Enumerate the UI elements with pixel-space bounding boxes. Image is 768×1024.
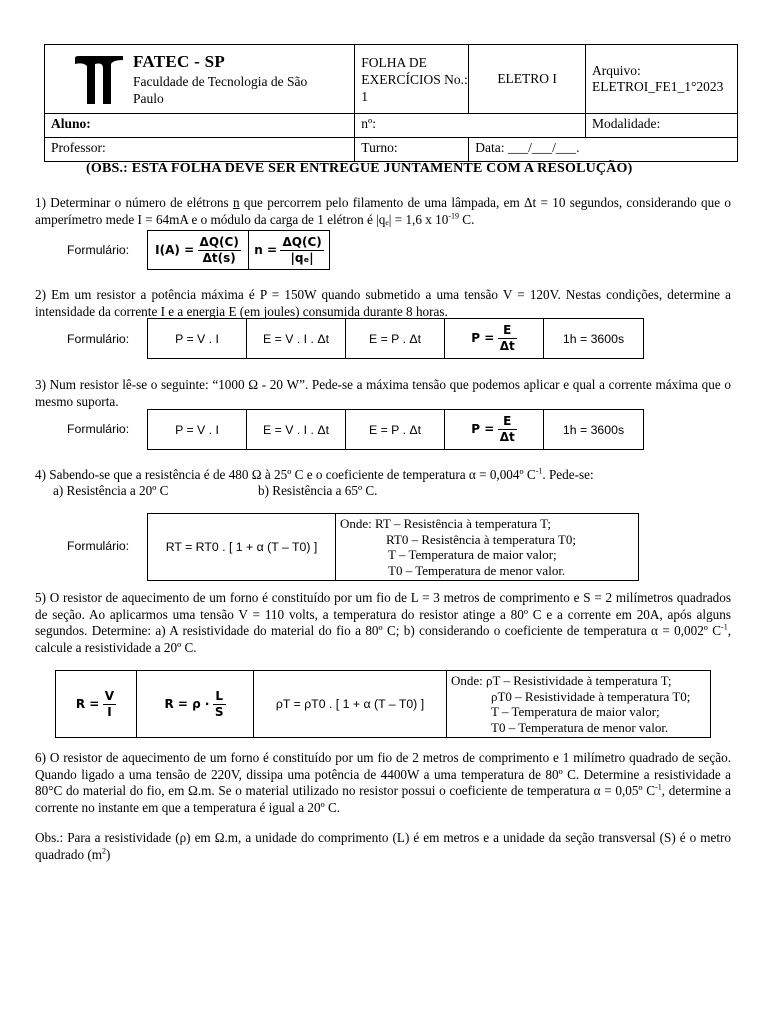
header-table	[44, 44, 738, 162]
resistivity-temperature-formula: ρT = ρT0 . [ 1 + α (T – T0) ]	[254, 671, 447, 738]
obs-title: (OBS.: ESTA FOLHA DEVE SER ENTREGUE JUNTAMENTE COM A RESOLUÇÃO)	[86, 161, 633, 176]
formulario-label-4: Formulário:	[67, 539, 130, 553]
question-4: 4) Sabendo-se que a resistência é de 480 Ω à 25º C e o coeficiente de temperatura α = 0,004º $C^{-1}$. Pede-se:	[35, 466, 594, 482]
formulario-label-3: Formulário:	[67, 422, 130, 436]
formulario-label-2: Formulário:	[67, 332, 130, 346]
final-observation: Obs.: Para a resistividade (ρ) em Ω.m, a unidade do comprimento (L) é em metros e a unidade da seção transversal (S) é o metro quadrado $(m^2)$	[35, 830, 731, 862]
logo-cell	[45, 45, 355, 114]
resistance-temperature-formula: RT = RT0 . [ 1 + α (T – T0) ]	[148, 514, 336, 581]
formula-box-5	[55, 670, 711, 738]
legend-cell: Onde: RT – Resistência à temperatura T; RT0 – Resistência à temperatura T0; T – Temperatura de maior valor; T0 – Temperatura de menor valor.	[336, 514, 639, 581]
question-4-item-b: b) Resistência a 65º C.	[258, 483, 378, 498]
file-label: Arquivo:	[592, 63, 641, 78]
n-variable: n	[232, 195, 240, 210]
formula-cell: 1h = 3600s	[544, 410, 644, 450]
formula-current: I(A) = $\frac{\Delta Q(C)}{\Delta t(s)}$	[148, 231, 249, 270]
formula-resistivity: R = ρ · $\frac{L}{S}$	[137, 671, 254, 738]
file-name: ELETROI_FE1_1°2023	[592, 79, 724, 94]
numero-field: nº:	[355, 114, 586, 138]
formula-power: P = $\frac{E}{\Delta t}$	[445, 410, 544, 450]
formula-box-3	[147, 409, 644, 450]
formula-power: P = $\frac{E}{\Delta t}$	[445, 319, 544, 359]
institution-name: FATEC - SP	[133, 52, 226, 71]
formulario-label-1: Formulário:	[67, 243, 130, 257]
formula-cell: P = V . I	[148, 319, 247, 359]
formula-cell: P = V . I	[148, 410, 247, 450]
formula-box-4	[147, 513, 639, 581]
fatec-logo-icon	[73, 54, 125, 106]
formula-cell: 1h = 3600s	[544, 319, 644, 359]
question-5: 5) O resistor de aquecimento de um forno é constituído por um fio de L = 3 metros de comprimento e S = 2 milímetros quadrados de seção. Ao aplicarmos uma tensão V = 110 volts, a temperatura do resistor atinge a 80º C e a corrente em 20A, após alguns segundos. Determine: a) A resistividade do material do fio a 80º C; b) considerando o coeficiente de temperatura α = 0,002º $C^{-1}$, calcule a resistividade a 20º C.	[35, 590, 731, 655]
question-1: 1) Determinar o número de elétrons n que percorrem pelo filamento de uma lâmpada, em Δt = 10 segundos, considerando que o amperímetro mede I = 64mA e o módulo da carga de 1 elétron é |qₑ| = 1,6 x $10^{-19}$ C.	[35, 195, 731, 227]
file-cell	[586, 45, 738, 114]
professor-field: Professor:	[45, 138, 355, 162]
formula-cell: E = P . Δt	[346, 410, 445, 450]
formula-box-2	[147, 318, 644, 359]
turno-field: Turno:	[355, 138, 469, 162]
formula-electrons: n = $\frac{\Delta Q(C)}{\text{|qₑ|}}$	[249, 231, 330, 270]
question-3: 3) Num resistor lê-se o seguinte: “1000 Ω - 20 W”. Pede-se a máxima tensão que podemos aplicar e qual a corrente máxima que o mesmo suporta.	[35, 377, 731, 409]
course-name: ELETRO I	[469, 45, 586, 114]
aluno-field: Aluno:	[45, 114, 355, 138]
formula-cell: E = V . I . Δt	[247, 319, 346, 359]
data-field: Data: ___/___/___.	[469, 138, 738, 162]
institution-full-name: Faculdade de Tecnologia de São Paulo	[133, 74, 308, 106]
modalidade-field: Modalidade:	[586, 114, 738, 138]
formula-ohm: R = $\frac{V}{I}$	[56, 671, 137, 738]
formula-cell: E = P . Δt	[346, 319, 445, 359]
sheet-title: FOLHA DE EXERCÍCIOS No.: 1	[355, 45, 469, 114]
question-4-item-a: a) Resistência a 20º C	[53, 483, 169, 498]
formula-cell: E = V . I . Δt	[247, 410, 346, 450]
question-2: 2) Em um resistor a potência máxima é P = 150W quando submetido a uma tensão V = 120V. Nestas condições, determine a intensidade da corrente I e a energia E (em joules) consumida durante 8 horas.	[35, 287, 731, 319]
question-6: 6) O resistor de aquecimento de um forno é constituído por um fio de 2 metros de comprimento e 1 milímetro quadrado de seção. Quando ligado a uma tensão de 220V, dissipa uma potência de 4400W a uma temperatura de 80º C. Determine a resistividade a 80°C do material do fio, em Ω.m. Se o material utilizado no resistor possui o coeficiente de temperatura α = 0,05º $C^{-1}$, determine a corrente no instante em que a temperatura é igual a 20º C.	[35, 750, 732, 815]
formula-box-1	[147, 230, 330, 270]
legend-cell: Onde: ρT – Resistividade à temperatura T; ρT0 – Resistividade à temperatura T0; T – Temperatura de maior valor; T0 – Temperatura de menor valor.	[447, 671, 711, 738]
